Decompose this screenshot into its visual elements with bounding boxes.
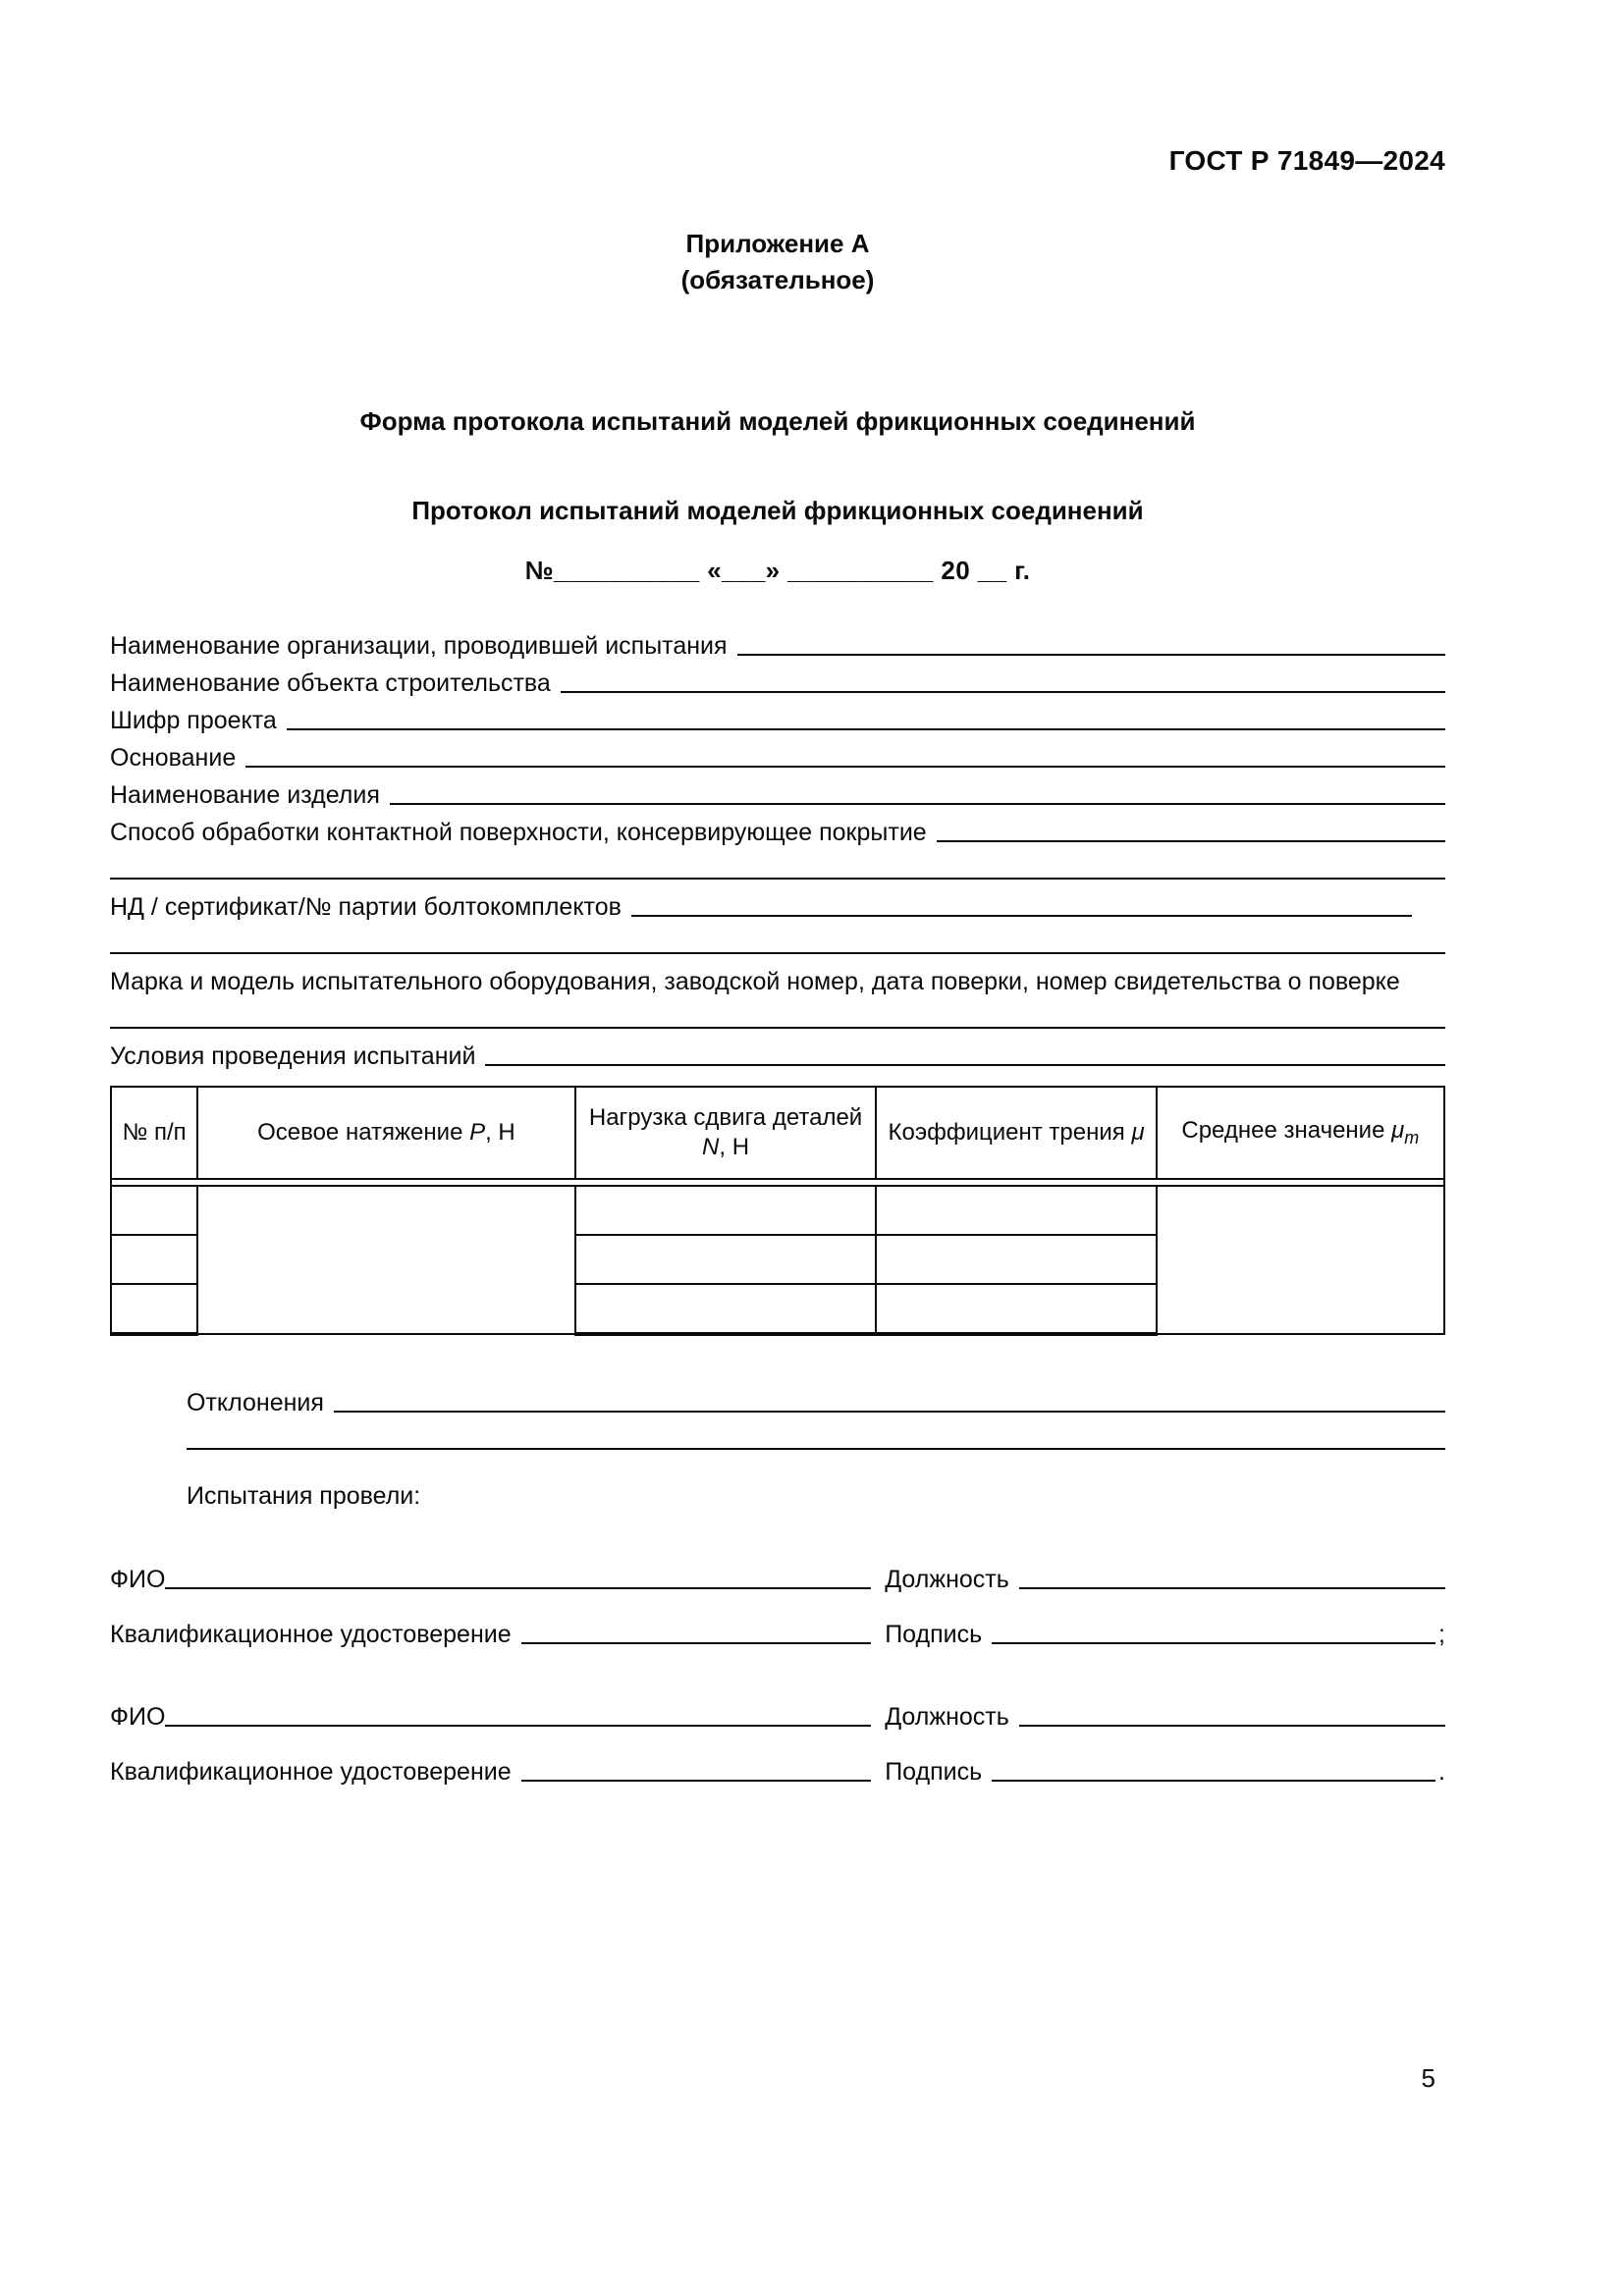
field-deviations-blank-line [334, 1411, 1445, 1413]
appendix-title: Приложение А [685, 229, 870, 258]
field-project-code-label: Шифр проекта [110, 706, 277, 734]
column-header-mean-value: Среднее значение $\mu_m$ [1157, 1087, 1444, 1179]
field-basis-label: Основание [110, 743, 237, 772]
column-header-friction-coefficient: Коэффициент трения μ [876, 1087, 1156, 1179]
table-row [111, 1186, 1444, 1235]
signature-qualification-row [110, 1746, 1445, 1786]
testers-heading: Испытания провели: [187, 1482, 421, 1510]
appendix-type: (обязательное) [680, 265, 875, 294]
header-body-separator-row [111, 1179, 1444, 1186]
signature-block-2 [110, 1691, 1445, 1786]
cell-friction-3 [876, 1284, 1156, 1334]
line-terminator: . [1438, 1757, 1445, 1786]
name-blank-line [165, 1587, 871, 1589]
signature-block-1 [110, 1554, 1445, 1648]
signature-name-position-row [110, 1554, 1445, 1593]
signature-blank-line [992, 1642, 1435, 1644]
qualification-label: Квалификационное удостоверение [110, 1757, 512, 1786]
name-label: ФИО [110, 1565, 166, 1593]
field-surface-treatment-blank-line [937, 840, 1445, 842]
qualification-label: Квалификационное удостоверение [110, 1620, 512, 1648]
position-blank-line [1019, 1725, 1445, 1727]
cell-shear-load-2 [575, 1235, 877, 1284]
field-organization-blank-line [737, 654, 1445, 656]
qualification-blank-line [521, 1780, 872, 1782]
field-deviations [187, 1379, 1445, 1416]
field-equipment [110, 958, 1445, 995]
blank-line-full-width [187, 1448, 1445, 1450]
field-product-name-blank-line [390, 803, 1445, 805]
table-header-row [111, 1087, 1444, 1179]
field-construction-object-label: Наименование объекта строительства [110, 668, 551, 697]
form-section-title: Форма протокола испытаний моделей фрикционных соединений [359, 406, 1196, 436]
field-certificate [110, 883, 1445, 921]
position-label: Должность [885, 1702, 1009, 1731]
position-blank-line [1019, 1587, 1445, 1589]
appendix-heading [110, 226, 1445, 298]
field-equipment-label: Марка и модель испытательного оборудования, заводской номер, дата поверки, номер свидетельства о поверке [110, 967, 1400, 995]
signature-qualification-row [110, 1609, 1445, 1648]
field-basis [110, 734, 1445, 772]
deviations-section [110, 1379, 1445, 1454]
blank-line-full-width [110, 1027, 1445, 1029]
continuation-line [110, 995, 1445, 1033]
field-certificate-label: НД / сертификат/№ партии болтокомплектов [110, 892, 622, 921]
continuation-line [110, 846, 1445, 883]
blank-line-full-width [110, 952, 1445, 954]
cell-row-number-2 [111, 1235, 197, 1284]
cell-mean-value-merged [1157, 1186, 1444, 1334]
field-certificate-blank-line [631, 915, 1412, 917]
field-conditions-label: Условия проведения испытаний [110, 1041, 476, 1070]
field-conditions-blank-line [485, 1064, 1445, 1066]
field-basis-blank-line [245, 766, 1445, 768]
field-product-name [110, 772, 1445, 809]
signature-label: Подпись [885, 1757, 983, 1786]
field-project-code [110, 697, 1445, 734]
field-organization [110, 622, 1445, 660]
separator-cell [111, 1179, 1444, 1186]
field-organization-label: Наименование организации, проводившей испытания [110, 631, 728, 660]
cell-shear-load-3 [575, 1284, 877, 1334]
column-header-row-number: № п/п [111, 1087, 197, 1179]
form-fields [110, 622, 1445, 1070]
name-blank-line [165, 1725, 871, 1727]
cell-axial-tension-merged [197, 1186, 574, 1334]
test-results-table [110, 1086, 1445, 1336]
continuation-line [110, 921, 1445, 958]
qualification-blank-line [521, 1642, 872, 1644]
field-product-name-label: Наименование изделия [110, 780, 380, 809]
cell-friction-1 [876, 1186, 1156, 1235]
field-project-code-blank-line [287, 728, 1445, 730]
standard-code-header: ГОСТ Р 71849—2024 [1168, 145, 1445, 176]
column-header-shear-load: Нагрузка сдвига деталей N, Н [575, 1087, 877, 1179]
field-deviations-label: Отклонения [187, 1388, 324, 1416]
cell-row-number-3 [111, 1284, 197, 1334]
field-surface-treatment [110, 809, 1445, 846]
position-label: Должность [885, 1565, 1009, 1593]
field-construction-object [110, 660, 1445, 697]
field-conditions [110, 1033, 1445, 1070]
name-label: ФИО [110, 1702, 166, 1731]
field-surface-treatment-label: Способ обработки контактной поверхности, консервирующее покрытие [110, 818, 927, 846]
cell-shear-load-1 [575, 1186, 877, 1235]
cell-friction-2 [876, 1235, 1156, 1284]
protocol-title: Протокол испытаний моделей фрикционных соединений [411, 496, 1144, 525]
signature-name-position-row [110, 1691, 1445, 1731]
signature-blank-line [992, 1780, 1435, 1782]
field-construction-object-blank-line [561, 691, 1445, 693]
page-number: 5 [1421, 2063, 1435, 2093]
continuation-line [187, 1416, 1445, 1454]
column-header-axial-tension: Осевое натяжение P, Н [197, 1087, 574, 1179]
line-terminator: ; [1438, 1620, 1445, 1648]
blank-line-full-width [110, 878, 1445, 880]
cell-row-number-1 [111, 1186, 197, 1235]
protocol-number-date-line: №__________ «___» __________ 20 __ г. [524, 556, 1031, 585]
signature-label: Подпись [885, 1620, 983, 1648]
